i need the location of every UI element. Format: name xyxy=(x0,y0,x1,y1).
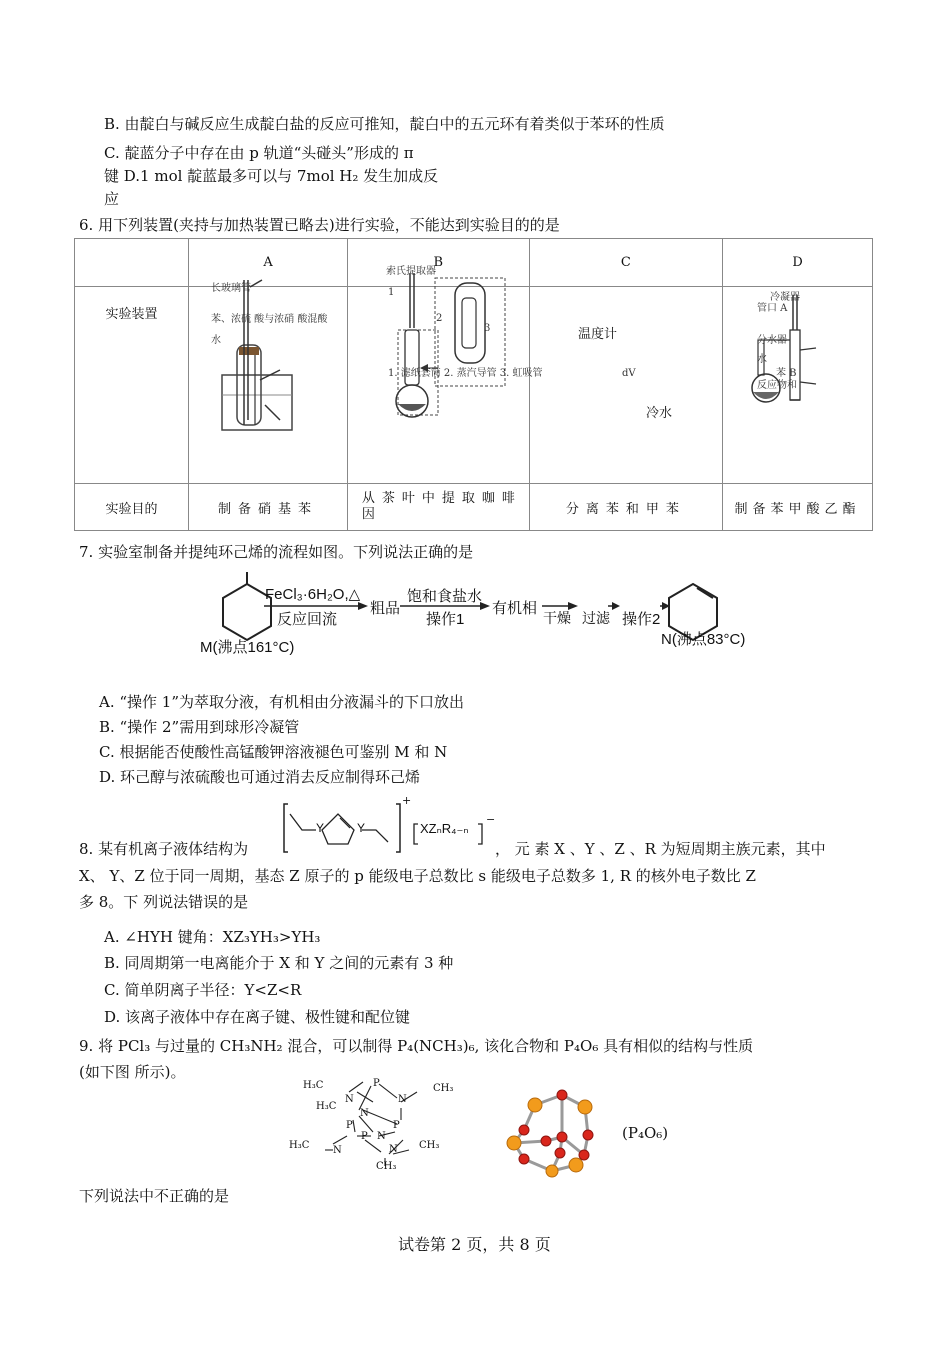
apparatus-a-label-acid: 苯、浓硫 酸与浓硝 酸混酸 xyxy=(211,314,328,325)
apparatus-b-drawing xyxy=(380,268,515,428)
ring-atom-y-right: Y xyxy=(357,821,366,835)
q8-line2: X、 Y、Z 位于同一周期，基态 Z 原子的 p 能级电子总数比 s 能级电子总数多 1, R 的核外电子数比 Z xyxy=(79,867,756,885)
q8-option-d: D. 该离子液体中存在离子键、极性键和配位键 xyxy=(104,1008,411,1026)
mol-p-bottom: P xyxy=(361,1131,368,1142)
flow-m-label: M(沸点161°C) xyxy=(200,639,295,656)
anion-charge: − xyxy=(486,813,496,826)
cation-charge: + xyxy=(402,794,412,807)
header-cell-b: B xyxy=(347,239,529,287)
header-cell-d: D xyxy=(723,239,873,287)
mol-h3c-left: H₃C xyxy=(289,1140,310,1151)
purpose-c: 分离苯和甲苯 xyxy=(529,484,722,531)
row-label-purpose: 实验目的 xyxy=(75,484,189,531)
mol-n-upper-right: N xyxy=(398,1094,407,1105)
flow-op2: 操作2 xyxy=(622,611,661,628)
q8-option-c: C. 简单阴离子半径：Y<Z<R xyxy=(104,981,302,999)
q7-option-a: A. “操作 1”为萃取分液，有机相由分液漏斗的下口放出 xyxy=(99,693,465,711)
apparatus-b-legend: 1. 滤纸套筒 2. 蒸汽导管 3. 虹吸管 xyxy=(388,368,543,379)
apparatus-d-label-benzene-b: 苯 B xyxy=(776,368,797,379)
q5-option-c-line2: 键 D.1 mol 靛蓝最多可以与 7mol H₂ 发生加成反 xyxy=(104,167,439,185)
ring-atom-y-left: Y xyxy=(316,821,325,835)
apparatus-a-label-tube: 长玻璃管 xyxy=(211,283,251,294)
apparatus-c-label-thermometer: 温度计 xyxy=(578,327,618,342)
q8-option-a: A. ∠HYH 键角：XZ₃YH₃>YH₃ xyxy=(104,928,321,946)
apparatus-a-drawing xyxy=(200,275,340,440)
q5-option-c-line1: C. 靛蓝分子中存在由 p 轨道“头碰头”形成的 π xyxy=(104,144,414,162)
header-cell-empty xyxy=(75,239,189,287)
apparatus-d-label-reactants: 反应物和 xyxy=(757,380,797,391)
apparatus-d-label-water: 水 xyxy=(757,354,767,365)
flow-filter: 过滤 xyxy=(582,610,610,626)
apparatus-d-label-separator: 分水器 xyxy=(757,335,787,346)
q7-option-b: B. “操作 2”需用到球形冷凝管 xyxy=(99,718,300,736)
apparatus-c-label-dv: dV xyxy=(622,368,636,379)
apparatus-b-label-1: 1 xyxy=(388,287,395,298)
mol-n-upper-left: N xyxy=(345,1094,354,1105)
anion-formula: XZₙR₄₋ₙ xyxy=(420,821,469,836)
p4nch3-6-structure xyxy=(285,1080,465,1180)
q8-rest: ， 元 素 X 、Y 、Z 、R 为短周期主族元素，其中 xyxy=(495,840,826,858)
p4o6-ball-stick-model xyxy=(500,1085,605,1183)
flow-reagent: FeCl₃·6H₂O,△ xyxy=(265,586,361,603)
q6-stem: 6. 用下列装置(夹持与加热装置已略去)进行实验，不能达到实验目的的是 xyxy=(79,216,560,234)
page-footer: 试卷第 2 页，共 8 页 xyxy=(398,1235,551,1254)
q9-question: 下列说法中不正确的是 xyxy=(79,1187,230,1205)
apparatus-b-label-3: 3 xyxy=(484,323,491,334)
purpose-row xyxy=(75,484,873,531)
purpose-b: 从茶叶中提取咖啡因 xyxy=(347,484,529,531)
mol-ch3-bottom: CH₃ xyxy=(376,1161,397,1172)
q9-line2: (如下图 所示)。 xyxy=(79,1063,186,1081)
flow-n-label: N(沸点83°C) xyxy=(661,631,746,648)
purpose-d: 制备苯甲酸乙酯 xyxy=(723,484,873,531)
q9-line1: 9. 将 PCl₃ 与过量的 CH₃NH₂ 混合，可以制得 P₄(NCH₃)₆, 该化合物和 P₄O₆ 具有相似的结构与性质 xyxy=(79,1037,754,1055)
p4o6-label: (P₄O₆) xyxy=(622,1124,669,1142)
q7-stem: 7. 实验室制备并提纯环己烯的流程如图。下列说法正确的是 xyxy=(79,543,474,561)
mol-n-lower-right: N xyxy=(389,1144,398,1155)
mol-h3c-top: H₃C xyxy=(303,1080,324,1091)
q7-option-c: C. 根据能否使酸性高锰酸钾溶液褪色可鉴别 M 和 N xyxy=(99,743,448,761)
q7-option-d: D. 环己醇与浓硫酸也可通过消去反应制得环己烯 xyxy=(99,768,421,786)
q5-option-b: B. 由靛白与碱反应生成靛白盐的反应可推知，靛白中的五元环有着类似于苯环的性质 xyxy=(104,115,665,133)
q8-option-b: B. 同周期第一电离能介于 X 和 Y 之间的元素有 3 种 xyxy=(104,954,454,972)
apparatus-b-label-2: 2 xyxy=(436,313,443,324)
mol-ch3-top-right: CH₃ xyxy=(433,1083,454,1094)
mol-p-right: P xyxy=(393,1120,400,1131)
flow-reflux: 反应回流 xyxy=(277,611,338,628)
apparatus-b-label-extractor: 索氏提取器 xyxy=(386,266,436,277)
flow-dry: 干燥 xyxy=(543,610,571,626)
mol-h3c-upper: H₃C xyxy=(316,1101,337,1112)
apparatus-c-cell xyxy=(529,287,722,484)
apparatus-a-label-water: 水 xyxy=(211,335,221,346)
header-cell-c: C xyxy=(529,239,722,287)
apparatus-d-label-port-a: 管口 A xyxy=(757,303,788,314)
q8-ionic-liquid-structure xyxy=(282,800,502,860)
mol-ch3-right: CH₃ xyxy=(419,1140,440,1151)
apparatus-c-label-cold-water: 冷水 xyxy=(646,406,673,421)
mol-n-center: N xyxy=(360,1108,369,1119)
flow-organic: 有机相 xyxy=(492,600,538,617)
q8-lead: 8. 某有机离子液体结构为 xyxy=(79,840,249,858)
flow-op1: 操作1 xyxy=(426,611,465,628)
mol-n-lower-left: N xyxy=(333,1145,342,1156)
flow-crude: 粗品 xyxy=(370,600,401,617)
flow-brine: 饱和食盐水 xyxy=(407,588,483,605)
mol-n-lower-center: N xyxy=(377,1131,386,1142)
q5-option-c-line3: 应 xyxy=(104,190,120,208)
purpose-a: 制备硝基苯 xyxy=(189,484,348,531)
row-label-apparatus: 实验装置 xyxy=(75,287,189,484)
mol-p-top: P xyxy=(373,1078,380,1089)
mol-p-left: P xyxy=(346,1120,353,1131)
header-cell-a: A xyxy=(189,239,348,287)
apparatus-d-label-condenser: 冷凝器 xyxy=(770,292,800,303)
q8-line3: 多 8。下 列说法错误的是 xyxy=(79,893,249,911)
